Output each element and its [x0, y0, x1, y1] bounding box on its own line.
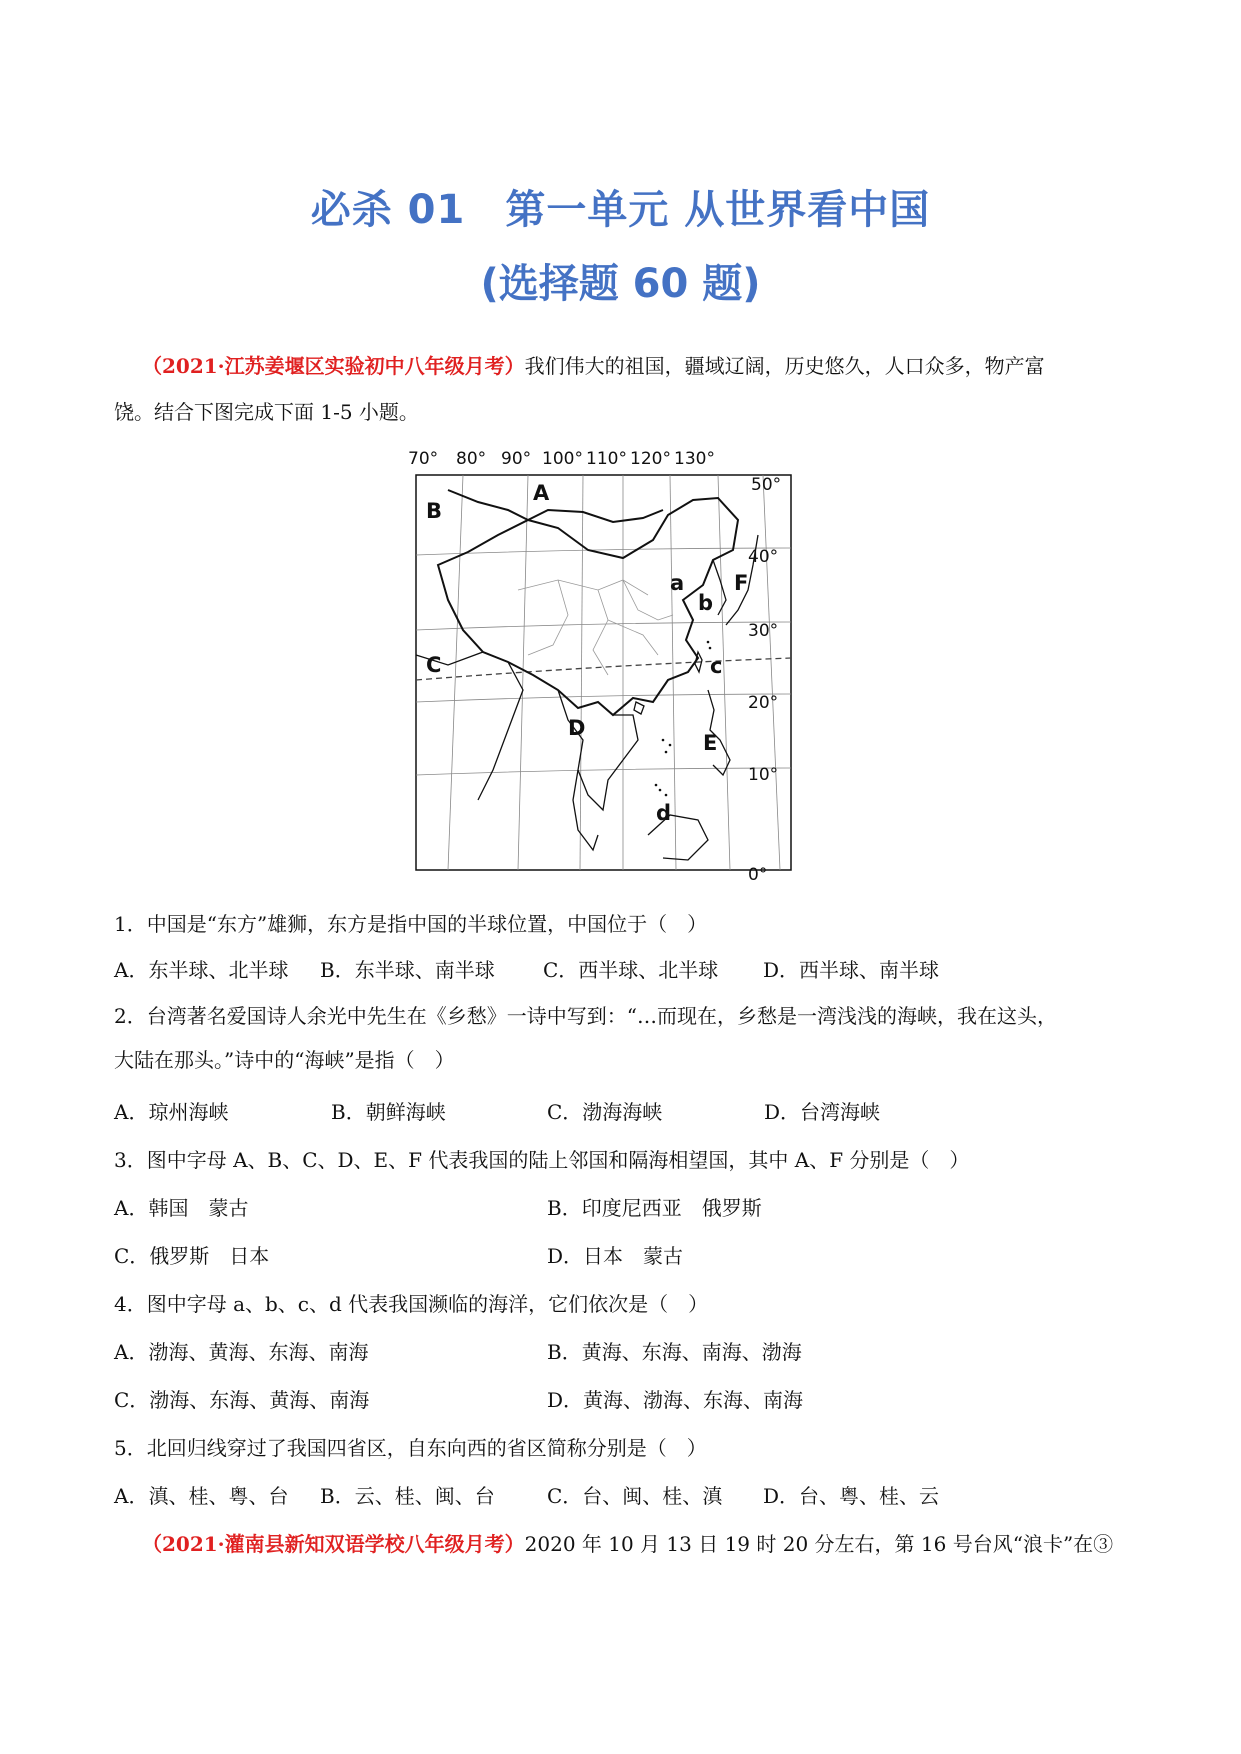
- map-letter-F: F: [734, 571, 749, 595]
- lon-label: 80°: [456, 449, 487, 469]
- map-letter-A: A: [533, 481, 550, 505]
- title-text: 第一单元 从世界看中国: [505, 187, 931, 233]
- q1-option-d[interactable]: D．西半球、南半球: [763, 958, 940, 982]
- q1-option-c[interactable]: C．西半球、北半球: [543, 958, 719, 982]
- q3-option-c[interactable]: C．俄罗斯 日本: [114, 1244, 270, 1268]
- question-source: （2021·灌南县新知双语学校八年级月考）: [142, 1532, 525, 1556]
- question-1-stem: 1．中国是“东方”雄狮，东方是指中国的半球位置，中国位于（ ）: [114, 912, 708, 936]
- page-title: [0, 178, 1241, 235]
- q4-option-a[interactable]: A．渤海、黄海、东海、南海: [114, 1340, 369, 1364]
- intro-text: 我们伟大的祖国，疆域辽阔，历史悠久，人口众多，物产富: [524, 354, 1045, 378]
- q1-option-a[interactable]: A．东半球、北半球: [114, 958, 289, 982]
- title-code: 必杀 01: [310, 187, 466, 233]
- page-subtitle: (选择题 60 题): [480, 261, 761, 307]
- question-2-stem-line2: 大陆在那头。”诗中的“海峡”是指（ ）: [114, 1048, 455, 1072]
- map-letter-b: b: [698, 591, 714, 615]
- indochina-outline: [558, 690, 638, 810]
- korea-outline: [713, 560, 726, 615]
- china-border: [438, 498, 738, 715]
- map-letter-B: B: [426, 499, 443, 523]
- q5-option-d[interactable]: D．台、粤、桂、云: [763, 1484, 940, 1508]
- q5-option-c[interactable]: C．台、闽、桂、滇: [547, 1484, 723, 1508]
- lon-label: 100°: [542, 449, 583, 469]
- intro-paragraph: [114, 354, 1126, 424]
- lon-label: 120°: [630, 449, 671, 469]
- q4-option-d[interactable]: D．黄海、渤海、东海、南海: [547, 1388, 804, 1412]
- province-lines: [518, 580, 673, 675]
- russia-border: [448, 490, 528, 520]
- intro-line-1: [114, 354, 1126, 378]
- question-3-stem: 3．图中字母 A、B、C、D、E、F 代表我国的陆上邻国和隔海相望国，其中 A、F 分别是（ ）: [114, 1148, 970, 1172]
- lat-label: 10°: [748, 765, 779, 785]
- q2-option-b[interactable]: B．朝鲜海峡: [331, 1100, 446, 1124]
- hainan-island: [634, 702, 644, 714]
- q3-option-a[interactable]: A．韩国 蒙古: [114, 1196, 249, 1220]
- q2-option-c[interactable]: C．渤海海峡: [547, 1100, 663, 1124]
- q5-option-a[interactable]: A．滇、桂、粤、台: [114, 1484, 289, 1508]
- q4-option-c[interactable]: C．渤海、东海、黄海、南海: [114, 1388, 370, 1412]
- question-2-stem-line1: 2．台湾著名爱国诗人余光中先生在《乡愁》一诗中写到：“…而现在，乡愁是一湾浅浅的海峡，我在这头，: [114, 1004, 1057, 1028]
- lon-label: 130°: [674, 449, 715, 469]
- question-5-stem: 5．北回归线穿过了我国四省区，自东向西的省区简称分别是（ ）: [114, 1436, 707, 1460]
- q1-option-b[interactable]: B．东半球、南半球: [320, 958, 495, 982]
- map-letter-C: C: [426, 653, 442, 677]
- map-letter-c: c: [710, 654, 723, 678]
- lat-label: 50°: [751, 475, 782, 495]
- lon-label: 110°: [586, 449, 627, 469]
- map-letter-D: D: [568, 716, 586, 740]
- q3-option-b[interactable]: B．印度尼西亚 俄罗斯: [547, 1196, 762, 1220]
- china-neighbors-map: [408, 440, 798, 896]
- q3-option-d[interactable]: D．日本 蒙古: [547, 1244, 684, 1268]
- tropic-of-cancer-line: [416, 658, 791, 680]
- q5-option-b[interactable]: B．云、桂、闽、台: [320, 1484, 495, 1508]
- q2-option-a[interactable]: A．琼州海峡: [114, 1100, 229, 1124]
- map-letter-E: E: [703, 731, 718, 755]
- q4-option-b[interactable]: B．黄海、东海、南海、渤海: [547, 1340, 802, 1364]
- mongolia-border: [528, 510, 663, 522]
- map-letter-d: d: [656, 801, 672, 825]
- map-letter-a: a: [670, 571, 685, 595]
- intro-line-2: 饶。结合下图完成下面 1-5 小题。: [114, 400, 419, 424]
- intro-paragraph-2: [142, 1532, 1113, 1556]
- sea-islands: [655, 641, 712, 797]
- intro-text: 2020 年 10 月 13 日 19 时 20 分左右，第 16 号台风“浪卡”在③: [524, 1532, 1114, 1556]
- lat-label: 20°: [748, 693, 779, 713]
- lon-label: 90°: [501, 449, 532, 469]
- lat-label: 0°: [748, 865, 768, 885]
- q2-option-d[interactable]: D．台湾海峡: [764, 1100, 881, 1124]
- lat-label: 30°: [748, 621, 779, 641]
- question-source: （2021·江苏姜堰区实验初中八年级月考）: [142, 354, 525, 378]
- question-4-stem: 4．图中字母 a、b、c、d 代表我国濒临的海洋，它们依次是（ ）: [114, 1292, 709, 1316]
- malay-peninsula: [573, 770, 598, 850]
- lon-label: 70°: [408, 449, 439, 469]
- lat-label: 40°: [748, 547, 779, 567]
